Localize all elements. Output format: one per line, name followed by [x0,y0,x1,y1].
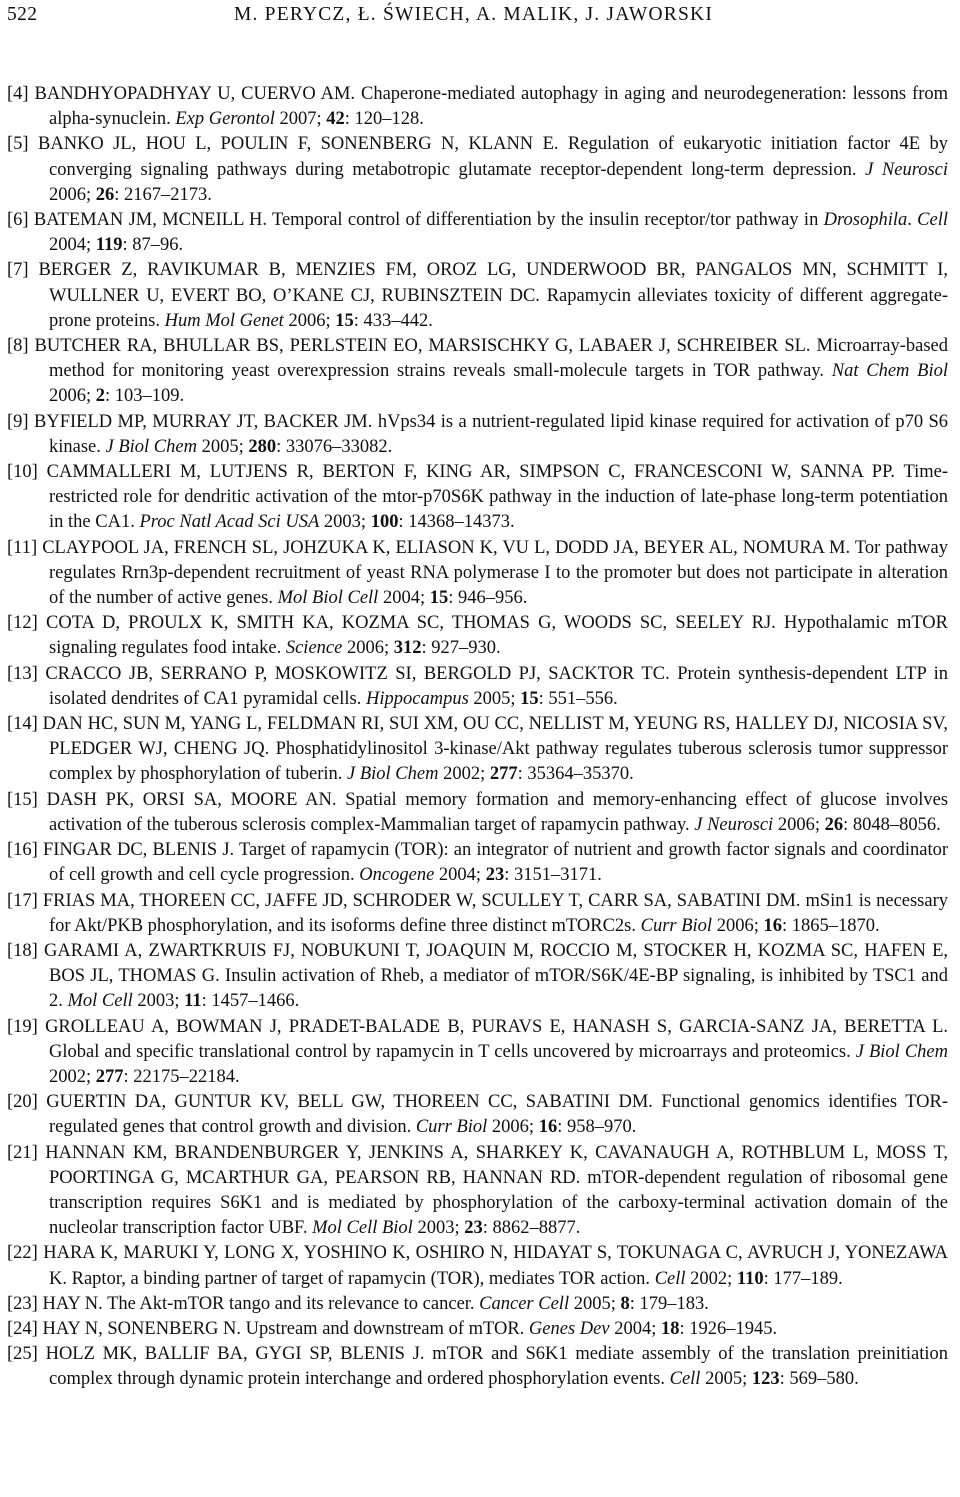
reference-journal: Mol Cell Biol [312,1218,413,1239]
reference-item [7,611,948,661]
reference-title: Regulation of eukaryotic initiation factor 4E by converging signaling pathways during metabotropic glutamate receptor-dependent long-term depression. [49,134,949,180]
reference-number: [23] [7,1293,38,1314]
reference-year: 2002; [49,1066,92,1087]
reference-pages: : 569–580. [779,1369,859,1390]
reference-journal: Science [285,638,343,659]
reference-number: [22] [7,1243,38,1264]
reference-item [7,334,948,410]
reference-journal: J Biol Chem [855,1041,949,1062]
reference-pages: : 2167–2173. [114,184,212,205]
reference-year: 2003; [417,1218,460,1239]
reference-item [7,1342,948,1392]
reference-title: mSin1 is necessary for Akt/PKB phosphorylation, and its isoforms define three distinct mTORC2s. [49,890,949,936]
reference-year: 2004; [438,865,482,886]
reference-title: Functional genomics identifies TOR-regulated genes that control growth and division. [49,1092,949,1138]
reference-journal: Cell [669,1369,701,1390]
reference-volume: 110 [736,1268,764,1289]
reference-number: [11] [7,537,38,558]
reference-volume: 8 [620,1293,630,1314]
reference-pages: : 1926–1945. [679,1318,778,1339]
reference-number: [14] [7,714,38,735]
reference-journal: Nat Chem Biol [831,361,948,382]
reference-year: 2005; [473,688,516,709]
reference-pages: : 179–183. [629,1293,709,1314]
reference-title: Microarray-based method for monitoring yeast overexpression strains reveals small-molecule targets in TOR pathway. [49,336,949,382]
reference-volume: 100 [370,512,399,533]
reference-year: 2006; [288,310,331,331]
reference-authors: HAY N, SONENBERG N. [42,1318,242,1339]
reference-pages: : 551–556. [538,688,618,709]
reference-pages: : 22175–22184. [123,1066,240,1087]
reference-title: The Akt-mTOR tango and its relevance to cancer. [107,1293,475,1314]
reference-year: 2004; [382,588,426,609]
reference-pages: : 433–442. [353,310,433,331]
reference-volume: 2 [95,386,106,407]
reference-item [7,258,948,334]
reference-volume: 26 [824,814,844,835]
reference-volume: 15 [429,588,449,609]
reference-volume: 42 [326,109,345,130]
reference-item [7,1292,948,1317]
reference-year: 2006; [49,184,92,205]
reference-item [7,1317,948,1342]
reference-pages: : 35364–35370. [517,764,634,785]
reference-authors: GARAMI A, ZWARTKRUIS FJ, NOBUKUNI T, JOAQUIN M, ROCCIO M, STOCKER H, KOZMA SC, HAFEN E, BOS JL, THOMAS G. [44,940,949,987]
reference-volume: 26 [95,184,115,205]
reference-year: 2002; [690,1268,733,1289]
reference-authors: COTA D, PROULX K, SMITH KA, KOZMA SC, THOMAS G, WOODS SC, SEELEY RJ. [46,613,776,634]
reference-pages: : 177–189. [763,1268,843,1289]
reference-pages: : 87–96. [122,235,184,256]
reference-year: 2002; [443,764,486,785]
reference-volume: 277 [95,1066,124,1087]
reference-volume: 123 [751,1369,780,1390]
reference-item [7,1241,948,1291]
reference-authors: HARA K, MARUKI Y, LONG X, YOSHINO K, OSHIRO N, HIDAYAT S, TOKUNAGA C, AVRUCH J, YONEZAWA K. [43,1243,949,1289]
reference-journal: Mol Biol Cell [277,588,379,609]
reference-volume: 277 [489,764,518,785]
reference-pages: : 1457–1466. [201,991,300,1012]
reference-pages: : 120–128. [344,109,424,130]
reference-title: Global and specific translational control by rapamycin in T cells uncovered by microarrays and proteomics. [49,1041,851,1062]
running-head-authors: M. PERYCZ, Ł. ŚWIECH, A. MALIK, J. JAWORSKI [233,4,714,25]
reference-list [7,82,948,1393]
reference-title: mTOR-dependent regulation of ribosomal gene transcription requires S6K1 and is mediated by phosphorylation of the carboxy-terminal activation domain of the nucleolar transcription factor UBF. [49,1167,948,1239]
reference-authors: CLAYPOOL JA, FRENCH SL, JOHZUKA K, ELIASON K, VU L, DODD JA, BEYER AL, NOMURA M. [42,537,851,558]
reference-authors: BUTCHER RA, BHULLAR BS, PERLSTEIN EO, MARSISCHKY G, LABAER J, SCHREIBER SL. [34,336,811,357]
reference-year: 2005; [705,1369,748,1390]
reference-item [7,460,948,536]
reference-journal: Genes Dev [528,1318,610,1339]
reference-volume: 18 [660,1318,680,1339]
reference-number: [18] [7,940,38,961]
reference-item [7,788,948,838]
reference-authors: DASH PK, ORSI SA, MOORE AN. [46,789,337,810]
running-head [7,4,948,38]
reference-pages: : 14368–14373. [398,512,515,533]
reference-journal: Curr Biol [415,1117,488,1138]
reference-item [7,1015,948,1091]
reference-journal: Oncogene [359,865,435,886]
reference-number: [12] [7,613,38,634]
reference-journal: Curr Biol [640,915,713,936]
reference-volume: 23 [464,1218,483,1239]
reference-title: Spatial memory formation and memory-enhancing effect of glucose involves activation of the tuberous sclerosis complex-Mammalian target of rapamycin pathway. [49,789,949,835]
reference-title: Time-restricted role for dendritic activation of the mtor-p70S6K pathway in the induction of late-phase long-term potentiation in the CA1. [49,462,949,533]
reference-pages: : 3151–3171. [504,865,602,886]
reference-title: Hypothalamic mTOR signaling regulates food intake. [49,613,949,659]
reference-journal: J Biol Chem [105,436,197,457]
reference-journal: J Biol Chem [347,764,439,785]
reference-item [7,208,948,258]
reference-year: 2006; [491,1117,535,1138]
reference-item [7,838,948,888]
reference-authors: FINGAR DC, BLENIS J. [42,840,235,861]
reference-authors: BYFIELD MP, MURRAY JT, BACKER JM. [34,411,373,432]
reference-title: Raptor, a binding partner of target of rapamycin (TOR), mediates TOR action. [71,1268,651,1289]
reference-title: Tor pathway regulates Rrn3p-dependent recruitment of yeast RNA polymerase I to the promoter but does not participate in alteration of the number of active genes. [49,537,949,609]
reference-title-italic: Drosophila [823,210,908,231]
reference-number: [16] [7,840,38,861]
reference-pages: : 958–970. [557,1117,637,1138]
reference-number: [25] [7,1344,38,1365]
reference-volume: 15 [520,688,539,709]
reference-number: [8] [7,336,29,357]
reference-number: [6] [7,210,29,231]
reference-pages: : 33076–33082. [276,436,393,457]
reference-pages: : 1865–1870. [781,915,880,936]
reference-item [7,662,948,712]
reference-item [7,132,948,208]
reference-volume: 11 [184,991,202,1012]
reference-year: 2005; [201,436,244,457]
reference-title: Phosphatidylinositol 3-kinase/Akt pathway regulates tuberous sclerosis tumor suppressor complex by phosphorylation of tuberin. [49,739,949,785]
reference-journal: J Neurosci [865,159,949,180]
reference-volume: 312 [393,638,422,659]
reference-year: 2004; [49,235,92,256]
reference-volume: 280 [248,436,277,457]
reference-item [7,889,948,939]
reference-pages: : 927–930. [421,638,501,659]
reference-number: [20] [7,1092,38,1113]
reference-journal: Hum Mol Genet [164,310,284,331]
reference-volume: 119 [95,235,123,256]
reference-authors: GROLLEAU A, BOWMAN J, PRADET-BALADE B, PURAVS E, HANASH S, GARCIA-SANZ JA, BERETTA L. [45,1016,948,1037]
reference-title: Chaperone-mediated autophagy in aging and neurodegeneration: lessons from alpha-synuclein. [49,84,948,130]
reference-journal: Cell [654,1268,686,1289]
reference-year: 2006; [716,915,759,936]
reference-authors: CAMMALLERI M, LUTJENS R, BERTON F, KING AR, SIMPSON C, FRANCESCONI W, SANNA PP. [46,462,895,483]
reference-number: [21] [7,1142,38,1163]
reference-pages: : 103–109. [105,386,185,407]
reference-year: 2003; [137,991,180,1012]
reference-title-end: . [907,210,912,231]
reference-authors: BERGER Z, RAVIKUMAR B, MENZIES FM, OROZ LG, UNDERWOOD BR, PANGALOS MN, SCHMITT I, WULLNER U, EVERT BO, O’KANE CJ, RUBINSZTEIN DC. [38,260,949,306]
reference-authors: DAN HC, SUN M, YANG L, FELDMAN RI, SUI XM, OU CC, NELLIST M, YEUNG RS, HALLEY DJ, NICOSIA SV, PLEDGER WJ, CHENG JQ. [42,714,948,760]
reference-volume: 23 [485,865,505,886]
reference-number: [24] [7,1318,38,1339]
reference-item [7,939,948,1015]
page-number: 522 [7,4,38,25]
reference-item [7,82,948,132]
reference-item [7,712,948,788]
reference-pages: : 946–956. [448,588,528,609]
reference-year: 2003; [323,512,367,533]
reference-item [7,410,948,460]
reference-number: [5] [7,134,29,155]
reference-journal: Hippocampus [366,688,469,709]
reference-number: [7] [7,260,29,281]
reference-number: [10] [7,462,38,483]
reference-authors: BANDHYOPADHYAY U, CUERVO AM. [34,84,356,104]
reference-authors: FRIAS MA, THOREEN CC, JAFFE JD, SCHRODER W, SCULLEY T, CARR SA, SABATINI DM. [42,890,801,911]
reference-title: mTOR and S6K1 mediate assembly of the translation preinitiation complex through dynamic protein interchange and ordered phosphorylation events. [49,1344,949,1390]
reference-year: 2007; [279,109,322,130]
reference-title: Upstream and downstream of mTOR. [245,1318,525,1339]
reference-journal: Proc Natl Acad Sci USA [139,512,320,533]
reference-authors: HAY N. [42,1293,103,1314]
reference-item [7,1141,948,1242]
reference-title: Insulin activation of Rheb, a mediator of mTOR/S6K/4E-BP signaling, is inhibited by TSC1 and 2. [49,966,949,1012]
reference-number: [9] [7,411,29,432]
reference-title: Target of rapamycin (TOR): an integrator of nutrient and growth factor signals and coordinator of cell growth and cell cycle progression. [49,840,948,886]
reference-title: Temporal control of differentiation by the insulin receptor/tor pathway in [271,210,819,231]
reference-year: 2004; [614,1318,657,1339]
reference-year: 2006; [49,386,92,407]
reference-number: [13] [7,663,38,684]
reference-journal: J Neurosci [694,814,774,835]
reference-authors: BATEMAN JM, MCNEILL H. [33,210,267,231]
reference-authors: GUERTIN DA, GUNTUR KV, BELL GW, THOREEN CC, SABATINI DM. [46,1092,653,1113]
reference-journal: Cell [917,210,948,231]
reference-journal: Mol Cell [67,991,133,1012]
reference-pages: : 8862–8877. [482,1218,581,1239]
reference-year: 2005; [573,1293,616,1314]
reference-title: hVps34 is a nutrient-regulated lipid kinase required for activation of p70 S6 kinase. [49,411,949,457]
reference-journal: Exp Gerontol [175,109,275,130]
reference-year: 2006; [346,638,390,659]
reference-number: [17] [7,890,38,911]
reference-volume: 15 [335,310,354,331]
reference-title: Rapamycin alleviates toxicity of different aggregate-prone proteins. [49,285,949,331]
reference-volume: 16 [538,1117,558,1138]
reference-authors: HANNAN KM, BRANDENBURGER Y, JENKINS A, SHARKEY K, CAVANAUGH A, ROTHBLUM L, MOSS T, POORTINGA G, MCARTHUR GA, PEARSON RB, HANNAN RD. [45,1142,949,1188]
reference-journal: Cancer Cell [479,1293,570,1314]
reference-authors: CRACCO JB, SERRANO P, MOSKOWITZ SI, BERGOLD PJ, SACKTOR TC. [45,663,670,684]
reference-title: Protein synthesis-dependent LTP in isolated dendrites of CA1 pyramidal cells. [49,663,949,709]
reference-year: 2006; [777,814,820,835]
reference-pages: : 8048–8056. [843,814,941,835]
reference-number: [19] [7,1016,38,1037]
reference-volume: 16 [763,915,782,936]
reference-authors: HOLZ MK, BALLIF BA, GYGI SP, BLENIS J. [45,1344,425,1365]
reference-item [7,536,948,612]
reference-number: [15] [7,789,38,810]
reference-item [7,1090,948,1140]
reference-authors: BANKO JL, HOU L, POULIN F, SONENBERG N, KLANN E. [38,134,559,155]
reference-number: [4] [7,84,29,104]
